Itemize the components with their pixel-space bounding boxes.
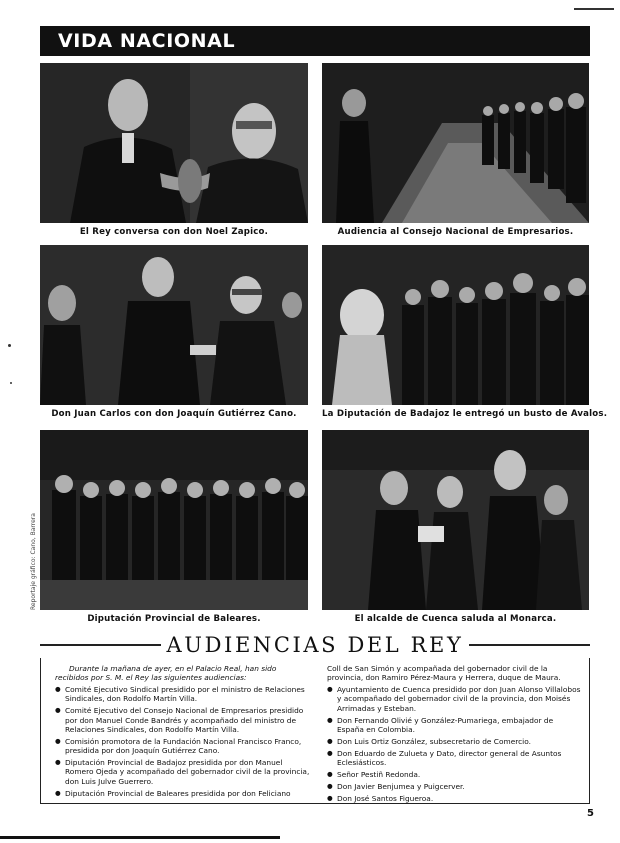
photo-caption: La Diputación de Badajoz le entregó un busto de Avalos. [322,409,608,419]
audiencias-header [40,632,590,658]
list-item: ● Diputación Provincial de Baleares presidida por don Feliciano [55,789,311,798]
bottom-rule [0,836,280,839]
photo-alcalde-cuenca [322,430,589,610]
section-title: VIDA NACIONAL [58,30,236,52]
photo-diputacion-baleares [40,430,308,610]
list-item-continued: Coll de San Simón y acompañada del gobernador civil de la provincia, don Ramiro Pérez-Maura y Herrera, duque de Maura. [327,664,561,683]
photo-caption: Don Juan Carlos con don Joaquín Gutiérrez Cano. [51,409,297,419]
list-item: ● Don Luis Ortiz González, subsecretario de Comercio. [327,737,581,746]
list-item: ● Comisión promotora de la Fundación Nacional Francisco Franco, presidida por don Joaquín Gutiérrez Cano. [55,737,311,756]
print-speck [8,344,11,347]
photo-caption: Diputación Provincial de Baleares. [87,614,261,624]
audiencias-intro: Durante la mañana de ayer, en el Palacio Real, han sido recibidos por S. M. el Rey las siguientes audiencias: [55,664,277,683]
audiencias-left-column [55,664,311,800]
photo-credit: Reportaje gráfico: Cano, Barrera [30,513,37,610]
photo-gutierrez-cano [40,245,308,405]
list-item: ● Don Javier Benjumea y Puigcerver. [327,782,581,791]
section-banner [40,26,590,56]
list-item: ● Don José Santos Figueroa. [327,794,581,803]
audiencias-box [40,658,590,804]
photo-caption: El Rey conversa con don Noel Zapico. [79,227,269,237]
list-item: ● Diputación Provincial de Badajoz presidida por don Manuel Romero Ojeda y acompañado del gobernador civil de la provincia, don Luis Julve Guerrero. [55,758,311,786]
print-speck [10,382,12,384]
list-item: ● Don Eduardo de Zulueta y Dato, director general de Asuntos Eclesiásticos. [327,749,581,768]
photo-king-noel-zapico [40,63,308,223]
list-item: ● Comité Ejecutivo Sindical presidido por el ministro de Relaciones Sindicales, don Rodolfo Martín Villa. [55,685,311,704]
audiencias-title [40,632,590,658]
list-item: ● Comité Ejecutivo del Consejo Nacional de Empresarios presidido por don Manuel Conde Bandrés y acompañado del ministro de Relaciones Sindicales, don Rodolfo Martín Villa. [55,706,311,734]
audiencias-right-column [327,664,581,806]
photo-caption: Audiencia al Consejo Nacional de Empresarios. [337,227,574,237]
photo-consejo-empresarios [322,63,589,223]
page-number: 5 [587,808,594,819]
top-rule [574,8,614,10]
audiencias-title-text: AUDIENCIAS DEL REY [161,633,470,657]
photo-caption: El alcalde de Cuenca saluda al Monarca. [354,614,557,624]
list-item: ● Ayuntamiento de Cuenca presidido por don Juan Alonso Villalobos y acompañado del gobernador civil de la provincia, don Moisés Arrimadas y Esteban. [327,685,581,713]
list-item: ● Don Fernando Olivié y González-Pumariega, embajador de España en Colombia. [327,716,581,735]
list-item: ● Señor Pestiñ Redonda. [327,770,581,779]
photo-diputacion-badajoz [322,245,589,405]
